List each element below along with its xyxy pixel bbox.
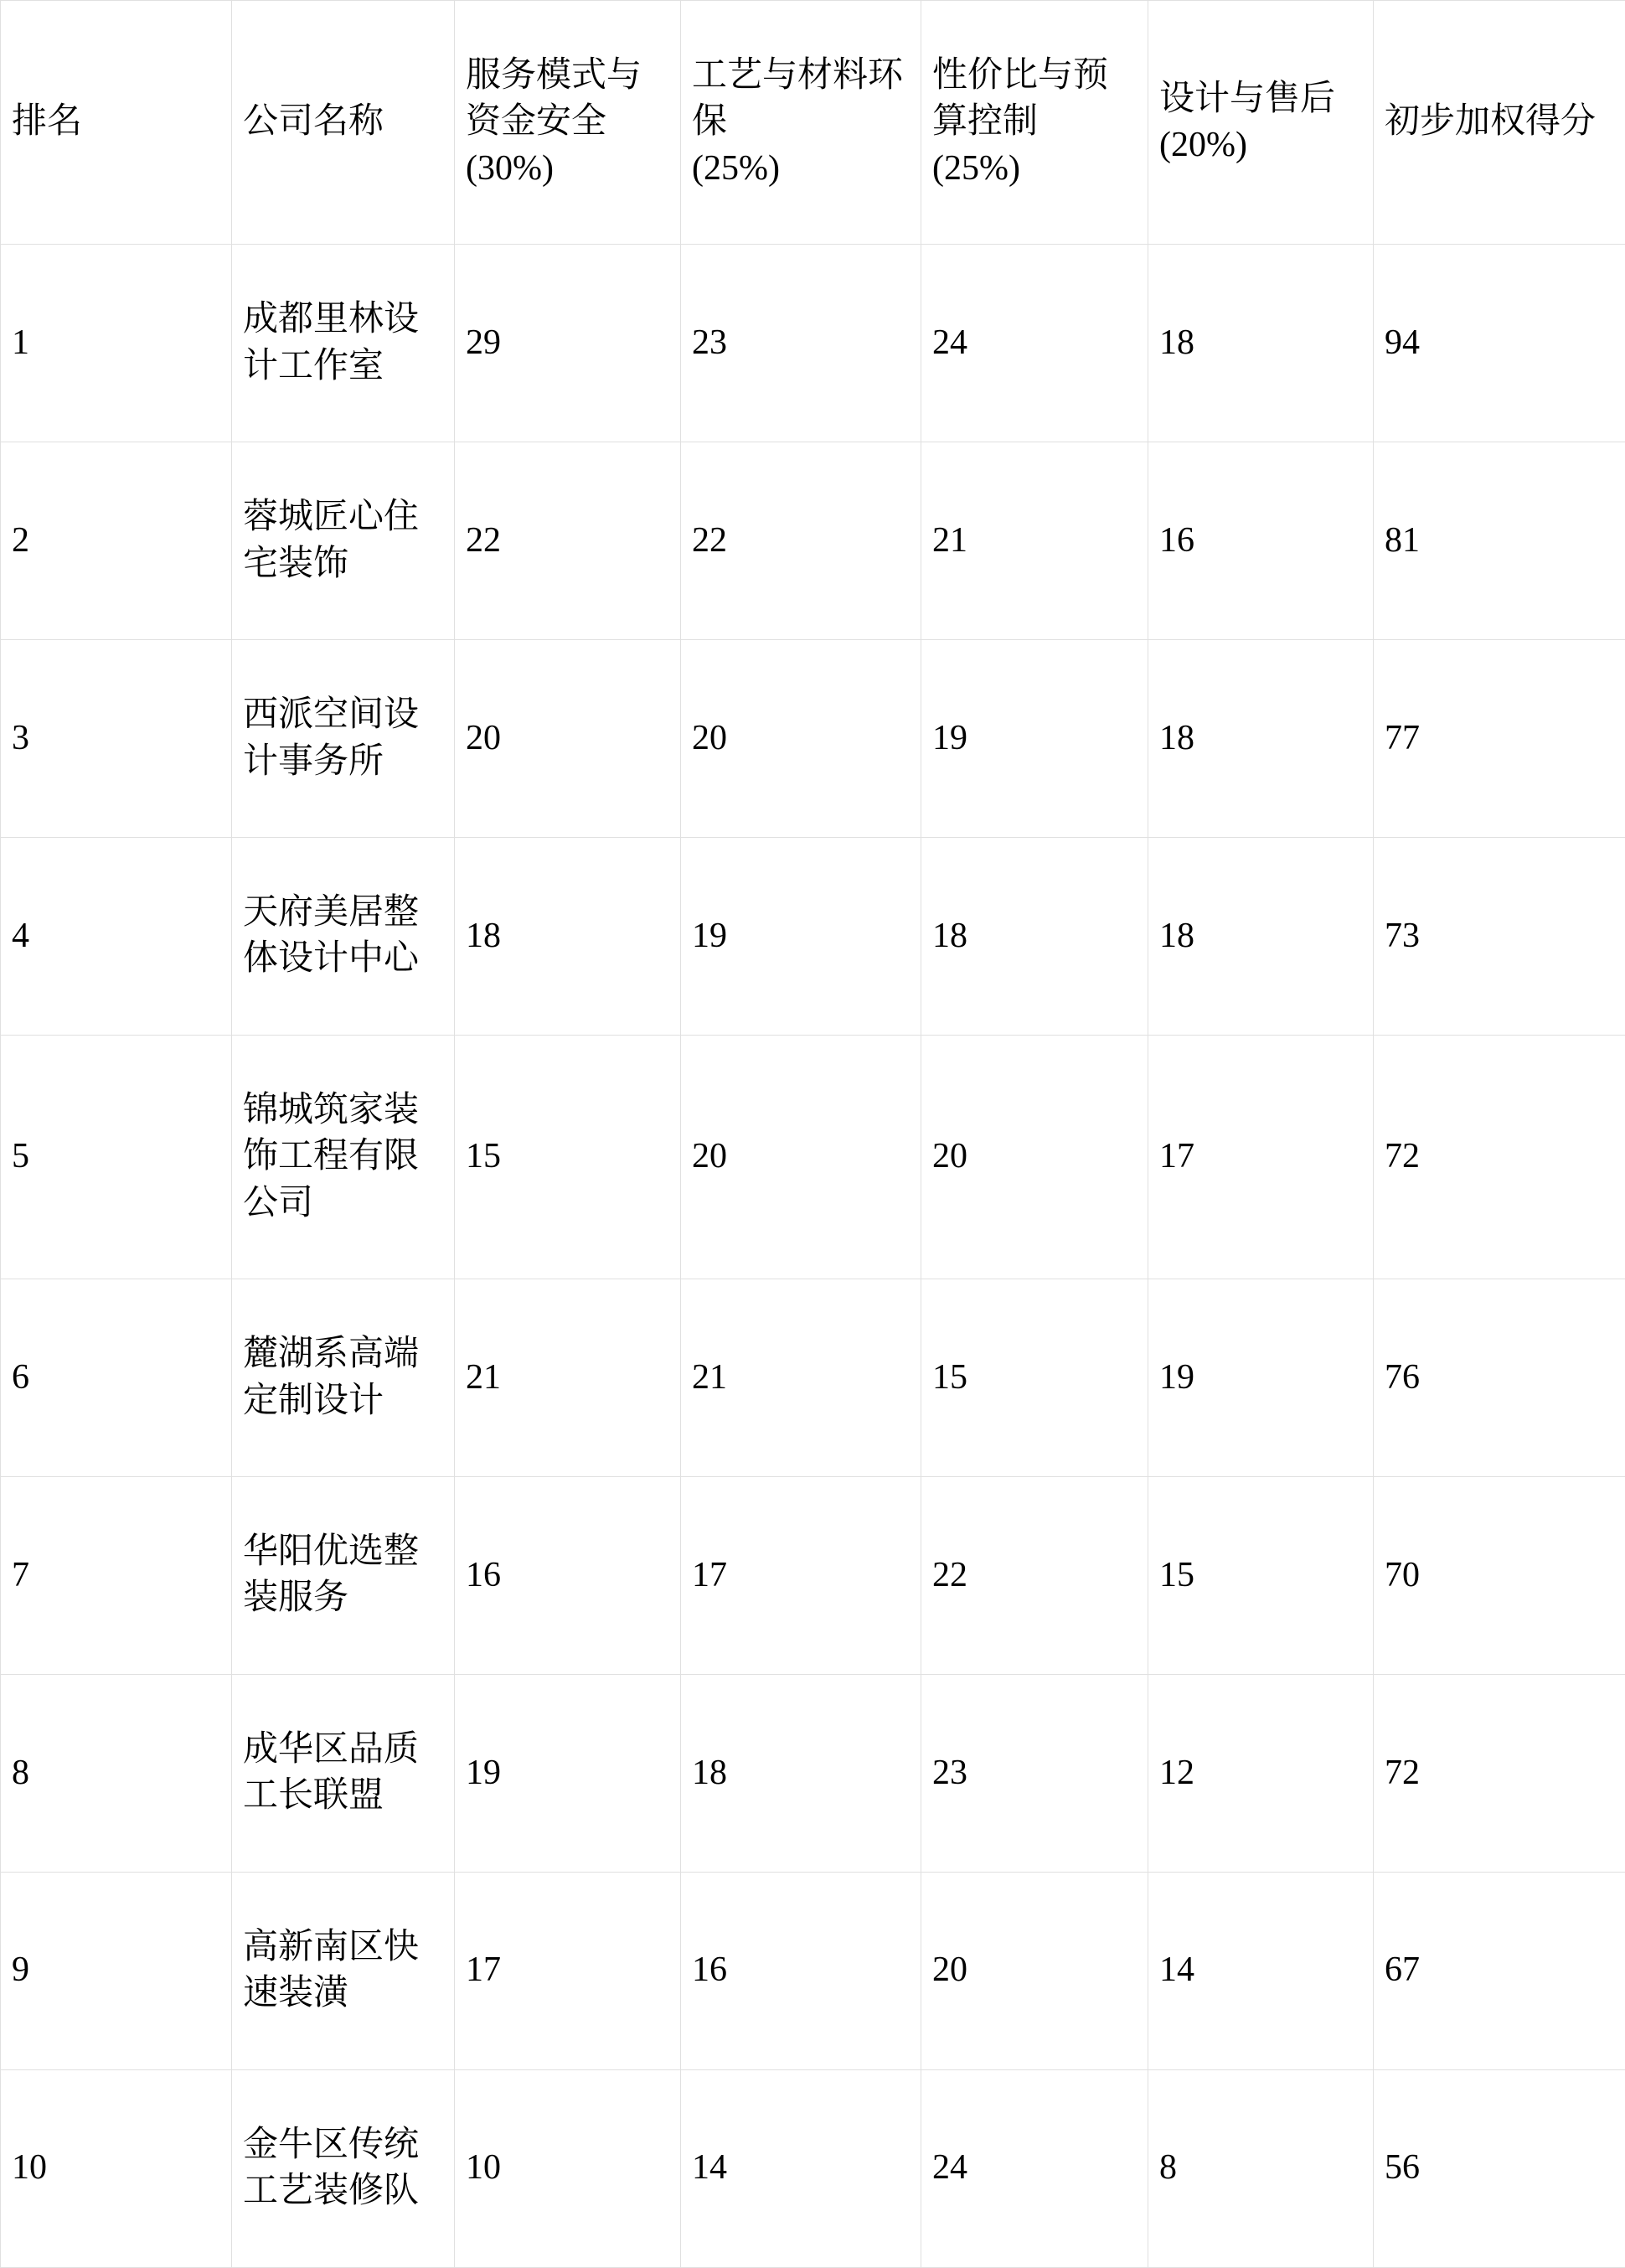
- cell-rank: 10: [1, 2069, 232, 2267]
- cell-company-name: 高新南区快速装潢: [232, 1872, 455, 2069]
- cell-score-craft: 20: [681, 640, 921, 838]
- cell-rank: 2: [1, 442, 232, 640]
- cell-score-craft: 14: [681, 2069, 921, 2267]
- cell-score-service: 10: [455, 2069, 681, 2267]
- col-header-design: [1148, 1, 1374, 245]
- cell-score-service: 18: [455, 837, 681, 1035]
- cell-company-name: 华阳优选整装服务: [232, 1477, 455, 1675]
- cell-score-design: 16: [1148, 442, 1374, 640]
- cell-score-score: 77: [1374, 640, 1625, 838]
- cell-score-score: 81: [1374, 442, 1625, 640]
- header-row: [1, 1, 1625, 245]
- cell-score-craft: 19: [681, 837, 921, 1035]
- cell-score-score: 72: [1374, 1035, 1625, 1279]
- cell-score-value: 15: [921, 1279, 1148, 1477]
- cell-score-service: 15: [455, 1035, 681, 1279]
- col-header-label: 设计与售后: [1159, 80, 1335, 118]
- table-row: [1, 1035, 1625, 1279]
- cell-score-design: 12: [1148, 1674, 1374, 1872]
- col-header-weight: (25%): [692, 149, 780, 188]
- table-row: [1, 837, 1625, 1035]
- cell-company-name: 成华区品质工长联盟: [232, 1674, 455, 1872]
- col-header-label: 初步加权得分: [1385, 102, 1596, 141]
- table-row: [1, 1477, 1625, 1675]
- cell-company-name: 蓉城匠心住宅装饰: [232, 442, 455, 640]
- cell-score-value: 21: [921, 442, 1148, 640]
- col-header-label: 工艺与材料环保: [692, 56, 903, 141]
- cell-score-design: 18: [1148, 837, 1374, 1035]
- cell-rank: 6: [1, 1279, 232, 1477]
- cell-rank: 8: [1, 1674, 232, 1872]
- cell-company-name: 天府美居整体设计中心: [232, 837, 455, 1035]
- cell-company-name: 锦城筑家装饰工程有限公司: [232, 1035, 455, 1279]
- cell-score-value: 20: [921, 1035, 1148, 1279]
- cell-score-craft: 17: [681, 1477, 921, 1675]
- col-header-label: 性价比与预算控制: [932, 56, 1108, 141]
- table-row: [1, 442, 1625, 640]
- cell-score-design: 15: [1148, 1477, 1374, 1675]
- cell-score-value: 22: [921, 1477, 1148, 1675]
- cell-score-value: 24: [921, 2069, 1148, 2267]
- col-header-value: [921, 1, 1148, 245]
- col-header-weight: (30%): [466, 149, 554, 188]
- col-header-weight: (20%): [1159, 126, 1247, 164]
- cell-score-service: 16: [455, 1477, 681, 1675]
- cell-company-name: 金牛区传统工艺装修队: [232, 2069, 455, 2267]
- col-header-service: [455, 1, 681, 245]
- cell-rank: 7: [1, 1477, 232, 1675]
- cell-score-design: 8: [1148, 2069, 1374, 2267]
- cell-score-score: 73: [1374, 837, 1625, 1035]
- table-row: [1, 1674, 1625, 1872]
- cell-score-design: 18: [1148, 245, 1374, 442]
- table-row: [1, 1279, 1625, 1477]
- cell-score-service: 20: [455, 640, 681, 838]
- cell-score-design: 19: [1148, 1279, 1374, 1477]
- cell-company-name: 西派空间设计事务所: [232, 640, 455, 838]
- cell-score-score: 76: [1374, 1279, 1625, 1477]
- cell-score-craft: 21: [681, 1279, 921, 1477]
- cell-score-design: 18: [1148, 640, 1374, 838]
- cell-score-craft: 18: [681, 1674, 921, 1872]
- col-header-craft: [681, 1, 921, 245]
- cell-rank: 9: [1, 1872, 232, 2069]
- cell-rank: 4: [1, 837, 232, 1035]
- cell-score-craft: 22: [681, 442, 921, 640]
- col-header-score: [1374, 1, 1625, 245]
- cell-score-value: 20: [921, 1872, 1148, 2069]
- cell-score-craft: 16: [681, 1872, 921, 2069]
- cell-company-name: 麓湖系高端定制设计: [232, 1279, 455, 1477]
- cell-score-score: 56: [1374, 2069, 1625, 2267]
- table-header: [1, 1, 1625, 245]
- cell-score-score: 67: [1374, 1872, 1625, 2069]
- col-header-label: 服务模式与资金安全: [466, 56, 642, 141]
- cell-score-craft: 20: [681, 1035, 921, 1279]
- cell-rank: 3: [1, 640, 232, 838]
- cell-score-score: 72: [1374, 1674, 1625, 1872]
- col-header-label: 排名: [12, 102, 82, 141]
- cell-score-value: 23: [921, 1674, 1148, 1872]
- col-header-weight: (25%): [932, 149, 1020, 188]
- table-row: [1, 640, 1625, 838]
- cell-score-score: 94: [1374, 245, 1625, 442]
- cell-score-design: 14: [1148, 1872, 1374, 2069]
- cell-score-design: 17: [1148, 1035, 1374, 1279]
- cell-score-service: 19: [455, 1674, 681, 1872]
- table-body: [1, 245, 1625, 2267]
- cell-score-value: 19: [921, 640, 1148, 838]
- table-row: [1, 245, 1625, 442]
- col-header-company: [232, 1, 455, 245]
- cell-company-name: 成都里林设计工作室: [232, 245, 455, 442]
- cell-score-score: 70: [1374, 1477, 1625, 1675]
- cell-score-value: 18: [921, 837, 1148, 1035]
- cell-rank: 5: [1, 1035, 232, 1279]
- cell-rank: 1: [1, 245, 232, 442]
- cell-score-service: 22: [455, 442, 681, 640]
- cell-score-value: 24: [921, 245, 1148, 442]
- table-row: [1, 1872, 1625, 2069]
- cell-score-craft: 23: [681, 245, 921, 442]
- col-header-label: 公司名称: [243, 102, 384, 141]
- cell-score-service: 17: [455, 1872, 681, 2069]
- cell-score-service: 29: [455, 245, 681, 442]
- cell-score-service: 21: [455, 1279, 681, 1477]
- table-row: [1, 2069, 1625, 2267]
- col-header-rank: [1, 1, 232, 245]
